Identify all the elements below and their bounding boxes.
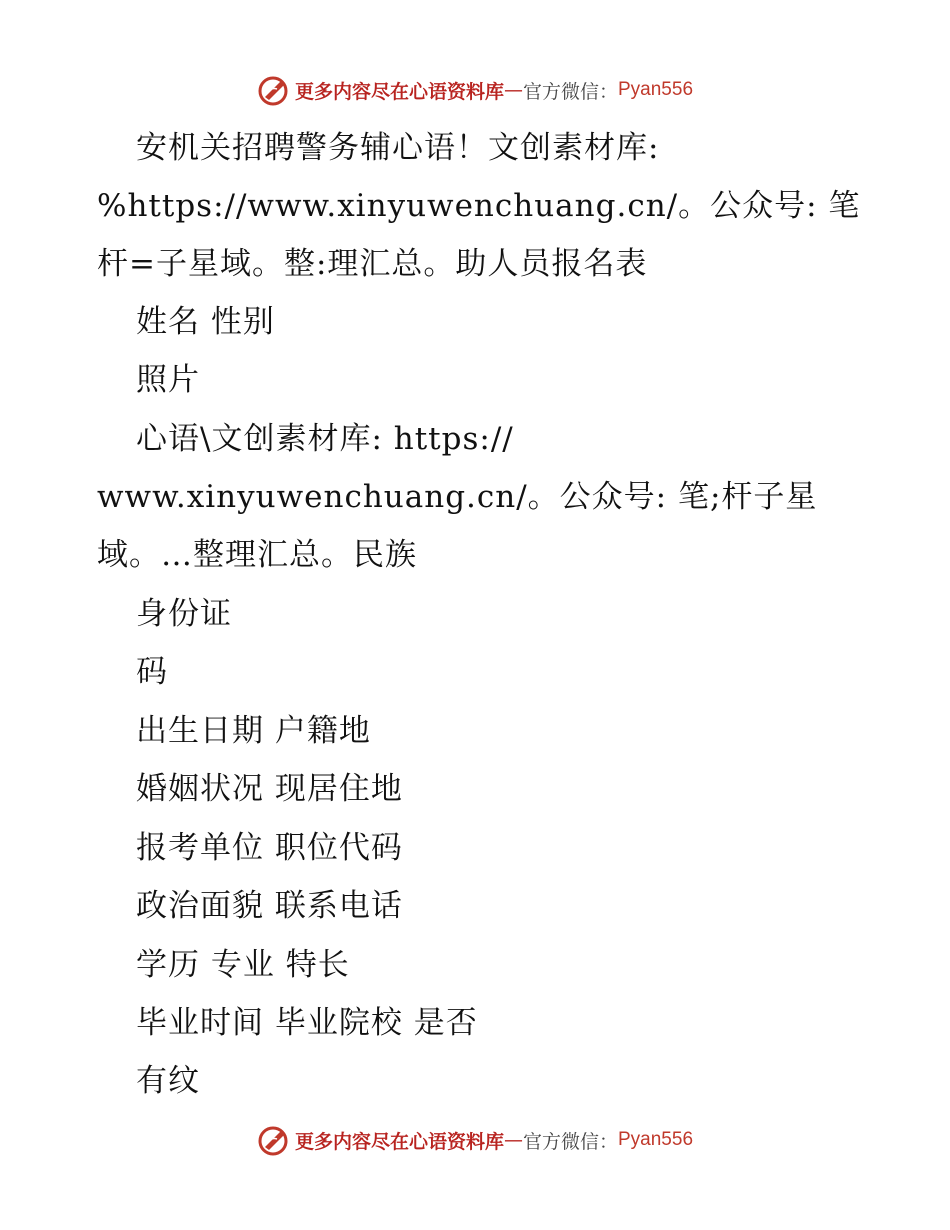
watermark-separator: — (503, 1129, 523, 1151)
watermark-separator: — (503, 79, 523, 101)
watermark-label: 官方微信： (522, 80, 618, 103)
text-line: 出生日期 户籍地 (136, 713, 371, 749)
watermark-wechat-id: Pyan556 (618, 79, 694, 100)
text-line: 心语\文创素材库: https:// (136, 421, 514, 457)
watermark-wechat-id: Pyan556 (618, 1129, 694, 1150)
text-line: 有纹 (136, 1063, 200, 1099)
text-line: 学历 专业 特长 (136, 947, 350, 983)
text-line: 身份证 (136, 596, 232, 632)
text-line: 域。…整理汇总。民族 (97, 537, 417, 573)
watermark-label: 官方微信： (522, 1130, 618, 1153)
text-line: 码 (136, 654, 168, 690)
text-line: 报考单位 职位代码 (136, 830, 403, 866)
text-line: 婚姻状况 现居住地 (136, 771, 403, 807)
text-line: 毕业时间 毕业院校 是否 (136, 1005, 478, 1041)
header-watermark (0, 70, 950, 110)
watermark-main-text: 更多内容尽在心语资料库 (294, 1130, 504, 1153)
text-line: www.xinyuwenchuang.cn/。公众号: 笔;杆子星 (97, 479, 818, 515)
brush-logo-icon (257, 73, 291, 107)
text-line: 政治面貌 联系电话 (136, 888, 403, 924)
text-line: 姓名 性别 (136, 304, 275, 340)
text-line: 照片 (136, 362, 200, 398)
footer-watermark (0, 1120, 950, 1160)
text-line: 杆=子星域。整:理汇总。助人员报名表 (97, 246, 648, 282)
text-line: %https://www.xinyuwenchuang.cn/。公众号: 笔 (97, 188, 861, 224)
text-line: 安机关招聘警务辅心语！文创素材库: (136, 130, 660, 166)
watermark-main-text: 更多内容尽在心语资料库 (294, 80, 504, 103)
brush-logo-icon (257, 1123, 291, 1157)
